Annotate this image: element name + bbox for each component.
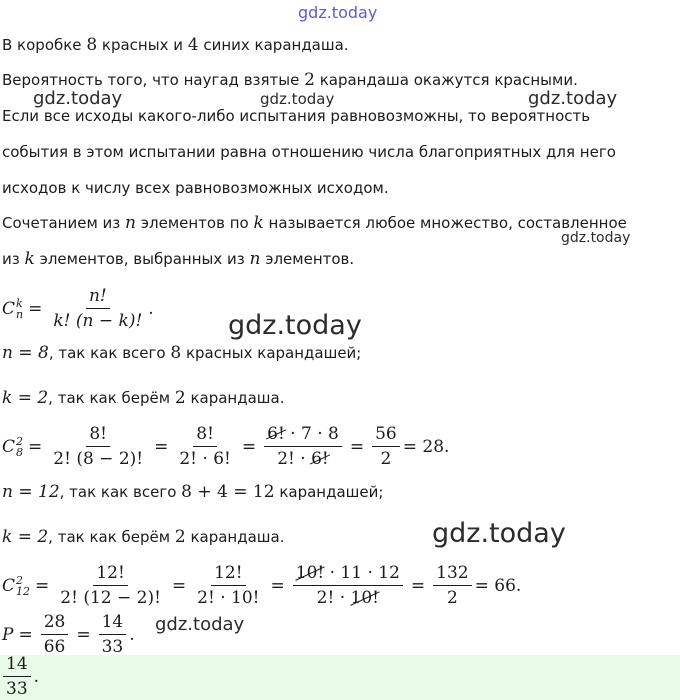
problem-statement: В коробке 8 красных и 4 синих карандаша.: [2, 35, 349, 55]
combination-definition: Сочетанием из n элементов по k называется любое множество, составленное: [2, 213, 627, 233]
watermark: gdz.today: [33, 88, 123, 109]
formula-general: C k n = $\frac{n!}{k! (n - k)!}$ .: [2, 286, 154, 331]
watermark: gdz.today: [528, 88, 618, 109]
watermark: gdz.today: [432, 518, 566, 549]
k-value-line: k = 2, так как берём 2 карандаша.: [2, 527, 285, 547]
formula-c8-2: C 2 8 = $\frac{8!}{2! (8 - 2)!}$ = $\frac{8!}{2! \cdot 6!}$ = $\frac{6! \cdot 7 \cdot 8}{2! \cdot 6!}$ = $\frac{56}{2}$ = 28.: [2, 424, 450, 469]
watermark: gdz.today: [298, 3, 378, 22]
formula-c12-2: C 2 12 = $\frac{12!}{2! (12 - 2)!}$ = $\frac{12!}{2! \cdot 10!}$ = $\frac{10! \cdot 11 \cdot 12}{2! \cdot 10!}$ = $\frac{132}{2}$ = 66.: [2, 563, 522, 608]
combination-definition: из k элементов, выбранных из n элементов.: [2, 249, 355, 269]
definition-line: события в этом испытании равна отношению числа благоприятных для него: [2, 143, 616, 161]
watermark: gdz.today: [561, 230, 631, 246]
watermark: gdz.today: [260, 90, 335, 108]
answer: $\frac{14}{33}$ .: [0, 654, 39, 699]
definition-line: исходов к числу всех равновозможных исходом.: [2, 179, 389, 197]
watermark: gdz.today: [155, 614, 245, 635]
answer-box: [0, 655, 680, 700]
definition-line: Если все исходы какого-либо испытания равновозможны, то вероятность: [2, 107, 591, 125]
watermark: gdz.today: [228, 310, 362, 341]
n-value-line: n = 12, так как всего 8 + 4 = 12 карандашей;: [2, 482, 384, 502]
problem-question: Вероятность того, что наугад взятые 2 карандаша окажутся красными.: [2, 70, 578, 90]
k-value-line: k = 2, так как берём 2 карандаша.: [2, 388, 285, 408]
n-value-line: n = 8, так как всего 8 красных карандашей;: [2, 343, 362, 363]
formula-probability: P = $\frac{28}{66}$ = $\frac{14}{33}$ .: [2, 612, 135, 657]
